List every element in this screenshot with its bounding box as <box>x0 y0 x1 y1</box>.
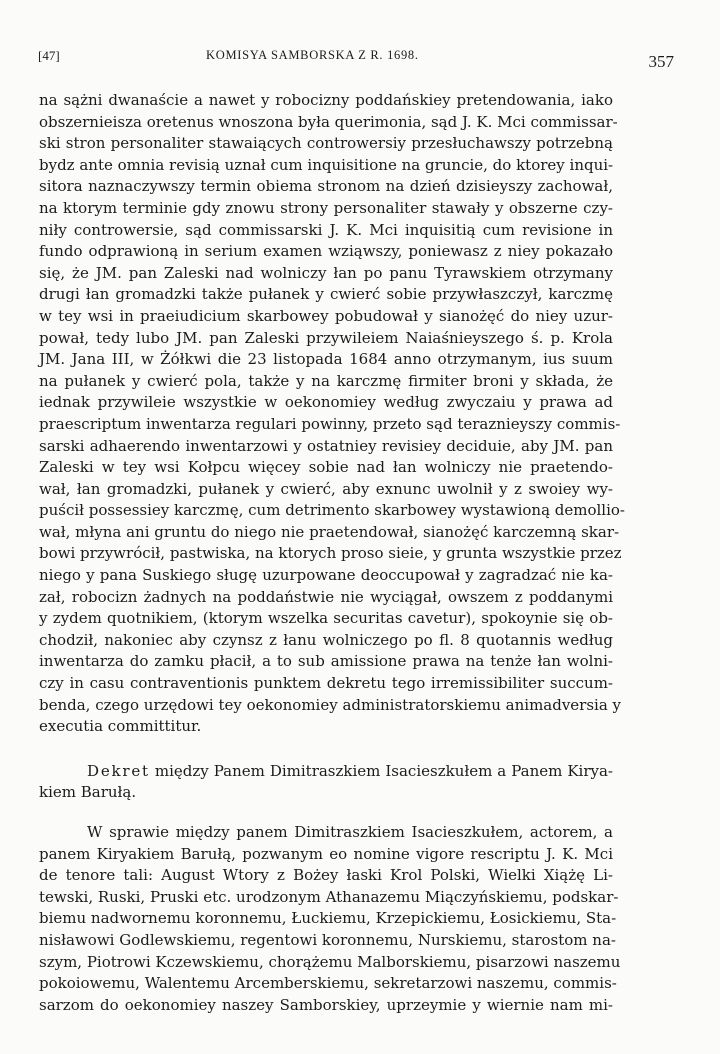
text-line: niły controwersie, sąd commissarski J. K. Mci inquisitią cum revisione in <box>39 220 613 239</box>
text-line: biemu nadwornemu koronnemu, Łuckiemu, Krzepickiemu, Łosickiemu, Sta- <box>39 909 617 928</box>
text-line: zał, robocizn żadnych na poddaństwie nie wyciągał, owszem z poddanymi <box>39 587 613 606</box>
text-line: sarski adhaerendo inwentarzowi y ostatniey revisiey deciduie, aby JM. pan <box>39 436 613 455</box>
text-line: szym, Piotrowi Kczewskiemu, chorążemu Malborskiemu, pisarzowi naszemu <box>39 952 621 971</box>
running-title: KOMISYA SAMBORSKA Z R. 1698. <box>206 48 419 62</box>
text-line: benda, czego urzędowi tey oekonomiey administratorskiemu animadversia y <box>39 695 622 714</box>
text-line: w tey wsi in praeiudicium skarbowey pobudował y sianożęć do niey uzur- <box>39 306 613 325</box>
text-line: JM. Jana III, w Żółkwi die 23 listopada 1684 anno otrzymanym, ius suum <box>39 350 613 369</box>
text-line: y zydem quotnikiem, (ktorym wszelka securitas cavetur), spokoynie się ob- <box>39 609 613 628</box>
text-line: drugi łan gromadzki także pułanek y cwierć sobie przywłaszczył, karczmę <box>39 285 613 304</box>
text-line: fundo odprawioną in serium examen wziąwszy, poniewasz z niey pokazało <box>39 242 613 261</box>
text-line: bydz ante omnia revisią uznał cum inquisitione na gruncie, do ktorey inqui- <box>39 155 614 174</box>
text-line: się, że JM. pan Zaleski nad wolniczy łan po panu Tyrawskiem otrzymany <box>39 263 613 282</box>
text-line: sitora naznaczywszy termin obiema stronom na dzień dzisieyszy zachował, <box>39 177 613 196</box>
text-line: niego y pana Suskiego sługę uzurpowane deoccupował y zagradzać nie ka- <box>39 566 613 585</box>
text-line: praescriptum inwentarza regulari powinny, przeto sąd teraznieyszy commis- <box>39 414 621 433</box>
text-line: Zaleski w tey wsi Kołpcu więcey sobie nad łan wolniczy nie praetendo- <box>39 458 613 477</box>
text-line: wał, młyna ani gruntu do niego nie praetendował, sianożęć karczemną skar- <box>39 522 620 541</box>
heading-text: między Panem Dimitraszkiem Isacieszkułem a Panem Kirya- <box>154 761 613 780</box>
text-line: na pułanek y cwierć pola, także y na karczmę firmiter broni y składa, że <box>39 371 613 390</box>
text-line: iednak przywileie wszystkie w oekonomiey według zwyczaiu y prawa ad <box>39 393 613 412</box>
text-line: puścił possessiey karczmę, cum detrimento skarbowey wystawioną demollio- <box>39 501 626 520</box>
text-line: panem Kiryakiem Barułą, pozwanym eo nomine vigore rescriptu J. K. Mci <box>39 844 613 863</box>
text-line: czy in casu contraventionis punktem dekretu tego irremissibiliter succum- <box>39 674 613 693</box>
page-reference: [47] <box>38 48 60 63</box>
text-line: inwentarza do zamku płacił, a to sub amissione prawa na tenże łan wolni- <box>39 652 613 671</box>
text-line: ski stron personaliter stawaiących controwersiy przesłuchawszy potrzebną <box>39 134 613 153</box>
page-number: 357 <box>648 52 674 71</box>
text-line: W sprawie między panem Dimitraszkiem Isacieszkułem, actorem, a <box>87 823 613 841</box>
text-line: tewski, Ruski, Pruski etc. urodzonym Athanazemu Miączyńskiemu, podskar- <box>39 887 619 906</box>
paragraph-commission-ruling <box>39 90 626 738</box>
text-line: na sążni dwanaście a nawet y robocizny poddańskiey pretendowania, iako <box>39 91 613 109</box>
text-line: bowi przywrócił, pastwiska, na ktorych proso sieie, y grunta wszystkie przez <box>39 544 622 563</box>
paragraph-gap <box>39 738 613 761</box>
text-line: wał, łan gromadzki, pułanek y cwierć, aby exnunc uwolnił y z swoiey wy- <box>39 479 613 498</box>
paragraph-gap <box>39 804 613 822</box>
heading-line <box>39 761 613 783</box>
heading-line: kiem Barułą. <box>39 783 137 802</box>
text-line: chodził, nakoniec aby czynsz z łanu wolniczego po fl. 8 quotannis według <box>39 630 613 649</box>
section-heading-dekret <box>39 761 613 804</box>
text-line: executia committitur. <box>39 717 202 736</box>
text-line: obszernieisza oretenus wnoszona była querimonia, sąd J. K. Mci commissar- <box>39 112 618 131</box>
running-header <box>38 46 674 72</box>
text-line: pował, tedy lubo JM. pan Zaleski przywileiem Naiaśnieyszego ś. p. Krola <box>39 328 613 347</box>
paragraph-case <box>39 822 621 1016</box>
text-line: na ktorym terminie gdy znowu strony personaliter stawały y obszerne czy- <box>39 198 613 217</box>
heading-spaced-word: Dekret <box>87 761 150 780</box>
text-line: pokoiowemu, Walentemu Arcemberskiemu, sekretarzowi naszemu, commis- <box>39 974 617 993</box>
text-line: sarzom do oekonomiey naszey Samborskiey, uprzeymie y wiernie nam mi- <box>39 995 613 1014</box>
text-line: de tenore tali: August Wtory z Bożey łaski Krol Polski, Wielki Xiążę Li- <box>39 866 613 885</box>
page-body <box>39 90 626 1016</box>
text-line: nisławowi Godlewskiemu, regentowi koronnemu, Nurskiemu, starostom na- <box>39 930 616 949</box>
